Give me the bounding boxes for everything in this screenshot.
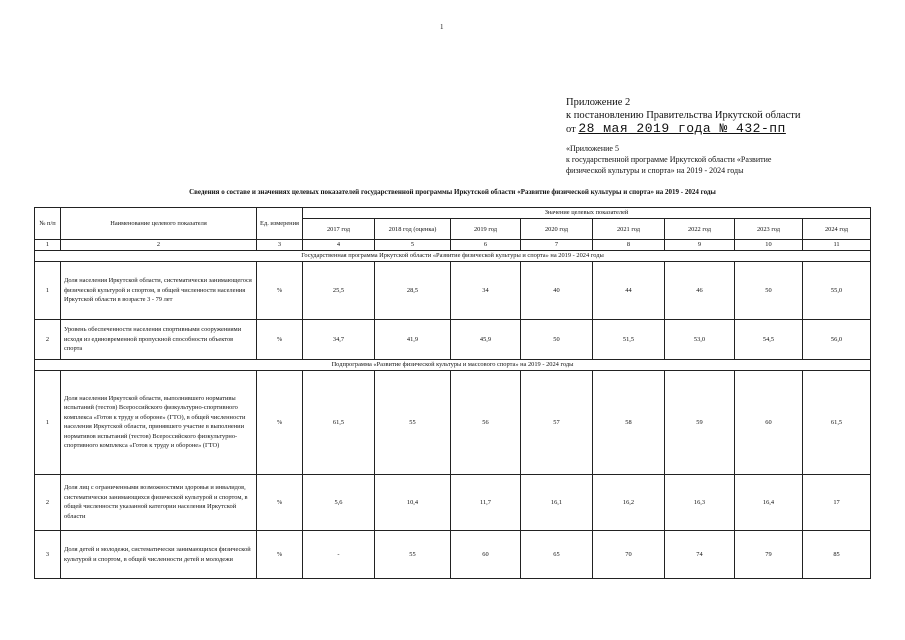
column-number: 9 [665, 240, 735, 251]
header-year: 2018 год (оценка) [375, 219, 451, 240]
header-name: Наименование целевого показателя [61, 208, 257, 240]
value-cell: 61,5 [303, 370, 375, 474]
program-reference [566, 143, 896, 176]
value-cell: 59 [665, 370, 735, 474]
value-cell: 11,7 [451, 474, 521, 530]
value-cell: 55 [375, 370, 451, 474]
row-number: 1 [35, 262, 61, 320]
header-unit: Ед. измерения [257, 208, 303, 240]
value-cell: 55 [375, 531, 451, 579]
value-cell: 53,0 [665, 320, 735, 360]
indicators-table [34, 207, 871, 579]
decree-line [566, 122, 896, 136]
indicator-name: Доля населения Иркутской области, выполнившего нормативы испытаний (тестов) Всероссийского физкультурно-спортивного комплекса «Готов к труду и обороне» (ГТО), в общей численности населения Иркутской области, принявшего участие в выполнении нормативов испытаний (тестов) Всероссийского физкультурно-спортивного комплекса «Готов к труду и обороне» (ГТО) [61, 370, 257, 474]
table-row [35, 474, 871, 530]
value-cell: 51,5 [593, 320, 665, 360]
value-cell: 58 [593, 370, 665, 474]
column-number: 3 [257, 240, 303, 251]
table-row [35, 262, 871, 320]
header-year: 2024 год [803, 219, 871, 240]
value-cell: 34 [451, 262, 521, 320]
header-num: № п/п [35, 208, 61, 240]
program-ref-line2: к государственной программе Иркутской области «Развитие [566, 155, 772, 164]
program-ref-line3: физической культуры и спорта» на 2019 - 2024 годы [566, 166, 744, 175]
value-cell: 61,5 [803, 370, 871, 474]
value-cell: 41,9 [375, 320, 451, 360]
value-cell: 34,7 [303, 320, 375, 360]
header-values-group: Значение целевых показателей [303, 208, 871, 219]
value-cell: 70 [593, 531, 665, 579]
column-number: 1 [35, 240, 61, 251]
column-number: 8 [593, 240, 665, 251]
value-cell: 46 [665, 262, 735, 320]
value-cell: 44 [593, 262, 665, 320]
value-cell: 85 [803, 531, 871, 579]
column-number: 6 [451, 240, 521, 251]
value-cell: 54,5 [735, 320, 803, 360]
value-cell: 40 [521, 262, 593, 320]
value-cell: 16,3 [665, 474, 735, 530]
column-number: 5 [375, 240, 451, 251]
header-year: 2020 год [521, 219, 593, 240]
value-cell: 5,6 [303, 474, 375, 530]
unit-cell: % [257, 531, 303, 579]
header-year: 2022 год [665, 219, 735, 240]
value-cell: 10,4 [375, 474, 451, 530]
value-cell: 16,4 [735, 474, 803, 530]
indicator-name: Доля детей и молодежи, систематически занимающихся физической культурой и спортом, в общей численности детей и молодежи [61, 531, 257, 579]
table-row [35, 531, 871, 579]
value-cell: 60 [735, 370, 803, 474]
indicator-name: Уровень обеспеченности населения спортивными сооружениями исходя из единовременной пропускной способности объектов спорта [61, 320, 257, 360]
column-number: 2 [61, 240, 257, 251]
unit-cell: % [257, 370, 303, 474]
value-cell: 60 [451, 531, 521, 579]
value-cell: 50 [521, 320, 593, 360]
document-title: Сведения о составе и значениях целевых показателей государственной программы Иркутской области «Развитие физической культуры и спорта» на 2019 - 2024 годы [189, 188, 716, 196]
value-cell: 57 [521, 370, 593, 474]
value-cell: 56,0 [803, 320, 871, 360]
table-row [35, 320, 871, 360]
column-number: 7 [521, 240, 593, 251]
header-year: 2023 год [735, 219, 803, 240]
row-number: 1 [35, 370, 61, 474]
value-cell: 50 [735, 262, 803, 320]
value-cell: 28,5 [375, 262, 451, 320]
unit-cell: % [257, 320, 303, 360]
appendix-block [566, 96, 896, 136]
section-title: Подпрограмма «Развитие физической культуры и массового спорта» на 2019 - 2024 годы [35, 359, 871, 370]
table-row [35, 370, 871, 474]
appendix-title: Приложение 2 [566, 97, 631, 108]
value-cell: 79 [735, 531, 803, 579]
header-year: 2021 год [593, 219, 665, 240]
header-year: 2017 год [303, 219, 375, 240]
row-number: 2 [35, 474, 61, 530]
indicator-name: Доля лиц с ограниченными возможностями здоровья и инвалидов, систематически занимающихся физической культурой и спортом, в общей численности указанной категории населения Иркутской области [61, 474, 257, 530]
section-title: Государственная программа Иркутской области «Развитие физической культуры и спорта» на 2019 - 2024 годы [35, 251, 871, 262]
page-number: 1 [440, 23, 444, 31]
value-cell: 56 [451, 370, 521, 474]
header-year: 2019 год [451, 219, 521, 240]
indicator-name: Доля населения Иркутской области, систематически занимающегося физической культурой и спортом, в общей численности населения Иркутской области в возрасте 3 - 79 лет [61, 262, 257, 320]
value-cell: 17 [803, 474, 871, 530]
value-cell: 65 [521, 531, 593, 579]
value-cell: 74 [665, 531, 735, 579]
column-number: 11 [803, 240, 871, 251]
program-ref-line1: «Приложение 5 [566, 144, 619, 153]
appendix-line2: к постановлению Правительства Иркутской области [566, 110, 801, 121]
value-cell: 16,1 [521, 474, 593, 530]
row-number: 2 [35, 320, 61, 360]
row-number: 3 [35, 531, 61, 579]
column-number: 4 [303, 240, 375, 251]
unit-cell: % [257, 262, 303, 320]
value-cell: 25,5 [303, 262, 375, 320]
unit-cell: % [257, 474, 303, 530]
value-cell: 16,2 [593, 474, 665, 530]
value-cell: 55,0 [803, 262, 871, 320]
decree-handwritten: 28 мая 2019 года № 432-пп [578, 121, 786, 136]
decree-prefix: от [566, 124, 576, 135]
value-cell: - [303, 531, 375, 579]
column-number: 10 [735, 240, 803, 251]
value-cell: 45,9 [451, 320, 521, 360]
